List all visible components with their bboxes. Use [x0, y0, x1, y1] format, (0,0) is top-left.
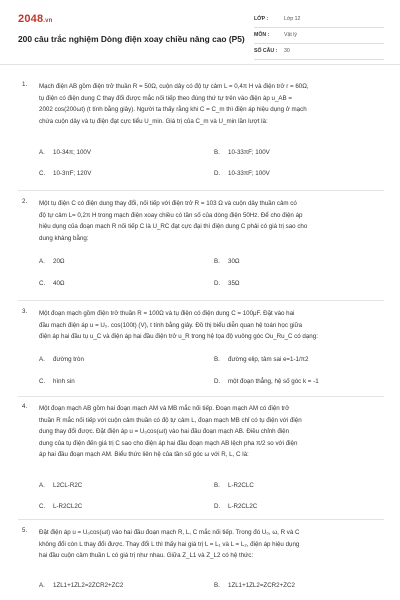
question-divider: [18, 519, 384, 520]
question-divider: [18, 300, 384, 301]
question-line: chứa cuộn dây và tụ điện đạt cực tiểu U_min. Giá trị của C_m và U_min lần lượt là:: [39, 117, 268, 125]
question-line: Một đoạn mạch AB gồm hai đoạn mạch AM và MB mắc nối tiếp. Đoạn mạch AM có điện trở: [39, 405, 290, 412]
meta-row-count: [254, 44, 384, 60]
meta-key: SỐ CÂU :: [254, 48, 278, 54]
question-line: độ tự cảm L= 0,2π H trong mạch điện xoay chiều có tần số của dòng điện 50Hz. Để cho điện áp: [39, 211, 303, 219]
answer-option-a[interactable]: A. 10-34π; 100V: [39, 149, 91, 156]
meta-row-subject: [254, 28, 384, 44]
question-line: dung của tụ điện đến giá trị C sao cho điện áp hai đầu đoạn mạch AB lệch pha π/2 so với điện: [39, 439, 298, 447]
site-logo[interactable]: 2048.vn: [18, 13, 53, 25]
question-divider: [18, 396, 384, 397]
question-text: [39, 198, 384, 244]
question-line: hai đầu cuộn cảm thuần L có giá trị như nhau. Giữa Z_L1 và Z_L2 có hệ thức:: [39, 552, 254, 560]
meta-value: Lớp 12: [284, 16, 301, 22]
question-text: [39, 81, 384, 127]
answer-option-b[interactable]: B. đường elip, tâm sai e=1-1/π2: [214, 356, 309, 363]
answer-option-d[interactable]: D. L-R2CL2C: [214, 503, 258, 510]
question-text: [39, 308, 384, 343]
meta-value: 30: [284, 48, 290, 54]
question-line: Mạch điện AB gồm điện trở thuần R = 50Ω, cuộn dây có độ tự cảm L = 0,4π H và điện trở r = 60Ω,: [39, 83, 309, 90]
answer-option-a[interactable]: A. đường tròn: [39, 356, 84, 363]
answer-option-c[interactable]: C. 10-3πF; 120V: [39, 170, 92, 177]
question-line: 2002 cos(200ωt) (t tính bằng giây). Người ta thấy rằng khi C = C_m thì điện áp hiệu dụng ở mạch: [39, 106, 307, 114]
question-line: Một tụ điện C có điện dung thay đổi, nối tiếp với điện trở R = 103 Ω và cuộn dây thuần cảm có: [39, 200, 297, 207]
header-divider: [0, 64, 400, 65]
question-text: [39, 403, 384, 461]
question-text: [39, 527, 384, 562]
page-title: 200 câu trắc nghiệm Dòng điện xoay chiều nâng cao (P5): [18, 34, 245, 44]
question-line: thuần R mắc nối tiếp với cuộn cảm thuần có độ tự cảm L, đoạn mạch MB chỉ có tụ điện với điện: [39, 416, 302, 424]
meta-key: MÔN :: [254, 32, 270, 38]
question-line: dung kháng bằng:: [39, 234, 89, 242]
question-line: áp hai đầu đoạn mạch AM. Biểu thức liên hệ của tần số góc ω với R, L, C là:: [39, 451, 249, 459]
answer-option-a[interactable]: A. 1ZL1+1ZL2=2ZCR2+ZC2: [39, 582, 124, 589]
answer-option-c[interactable]: C. 40Ω: [39, 280, 65, 287]
quiz-meta: [254, 12, 384, 60]
question-divider: [18, 190, 384, 191]
page-header: [0, 0, 400, 66]
question-line: không đổi còn L thay đổi được. Thay đổi L thì thấy hai giá trị L = L₁ và L = L₂, điện áp hiệu dụng: [39, 540, 300, 548]
answer-option-d[interactable]: D. một đoạn thẳng, hệ số góc k = -1: [214, 378, 319, 385]
question-number: 4.: [22, 403, 28, 410]
answer-option-c[interactable]: C. hình sin: [39, 378, 75, 385]
answer-option-d[interactable]: D. 35Ω: [214, 280, 240, 287]
question-line: hiệu dụng của đoạn mạch R nối tiếp C là U_RC đạt cực đại thì điện dung C phải có giá trị sao cho: [39, 223, 308, 231]
answer-option-b[interactable]: B. L-R2CLC: [214, 482, 254, 489]
question-line: đầu mạch điện áp u = U₀. cos(100t) (V), t tính bằng giây. Đồ thị biểu diễn quan hệ toán học giữa: [39, 321, 303, 329]
question-line: Một đoạn mạch gồm điện trở thuần R = 100Ω và tụ điện có điện dung C = 100μF. Đặt vào hai: [39, 310, 295, 317]
question-number: 2.: [22, 198, 28, 205]
question-line: tụ điện có điện dung C thay đổi được mắc nối tiếp theo đúng thứ tự trên vào điện áp u_AB =: [39, 94, 292, 102]
answer-option-c[interactable]: C. L-R2CL2C: [39, 503, 83, 510]
question-number: 5.: [22, 527, 28, 534]
meta-row-class: [254, 12, 384, 28]
answer-option-b[interactable]: B. 10-33πF; 100V: [214, 149, 270, 156]
answer-option-d[interactable]: D. 10-33πF; 100V: [214, 170, 270, 177]
question-line: điện áp hai đầu tụ u_C và điện áp hai đầu điện trở u_R trong hệ tọa độ vuông góc Ou_Ru_C có dạng:: [39, 333, 318, 341]
meta-key: LỚP :: [254, 16, 269, 22]
question-number: 1.: [22, 81, 28, 88]
answer-option-a[interactable]: A. 20Ω: [39, 258, 65, 265]
meta-value: Vật lý: [284, 32, 297, 38]
question-line: dung thay đổi được. Đặt điện áp u = U₀cos(ωt) vào hai đầu đoạn mạch AB. Điều chỉnh điện: [39, 428, 290, 436]
answer-option-a[interactable]: A. L2CL-R2C: [39, 482, 83, 489]
question-line: Đặt điện áp u = U₀cos(ωt) vào hai đầu đoạn mạch R, L, C mắc nối tiếp. Trong đó U₀, ω, R và C: [39, 529, 300, 536]
answer-option-b[interactable]: B. 1ZL1+1ZL2=ZCR2+ZC2: [214, 582, 295, 589]
answer-option-b[interactable]: B. 30Ω: [214, 258, 240, 265]
question-number: 3.: [22, 308, 28, 315]
